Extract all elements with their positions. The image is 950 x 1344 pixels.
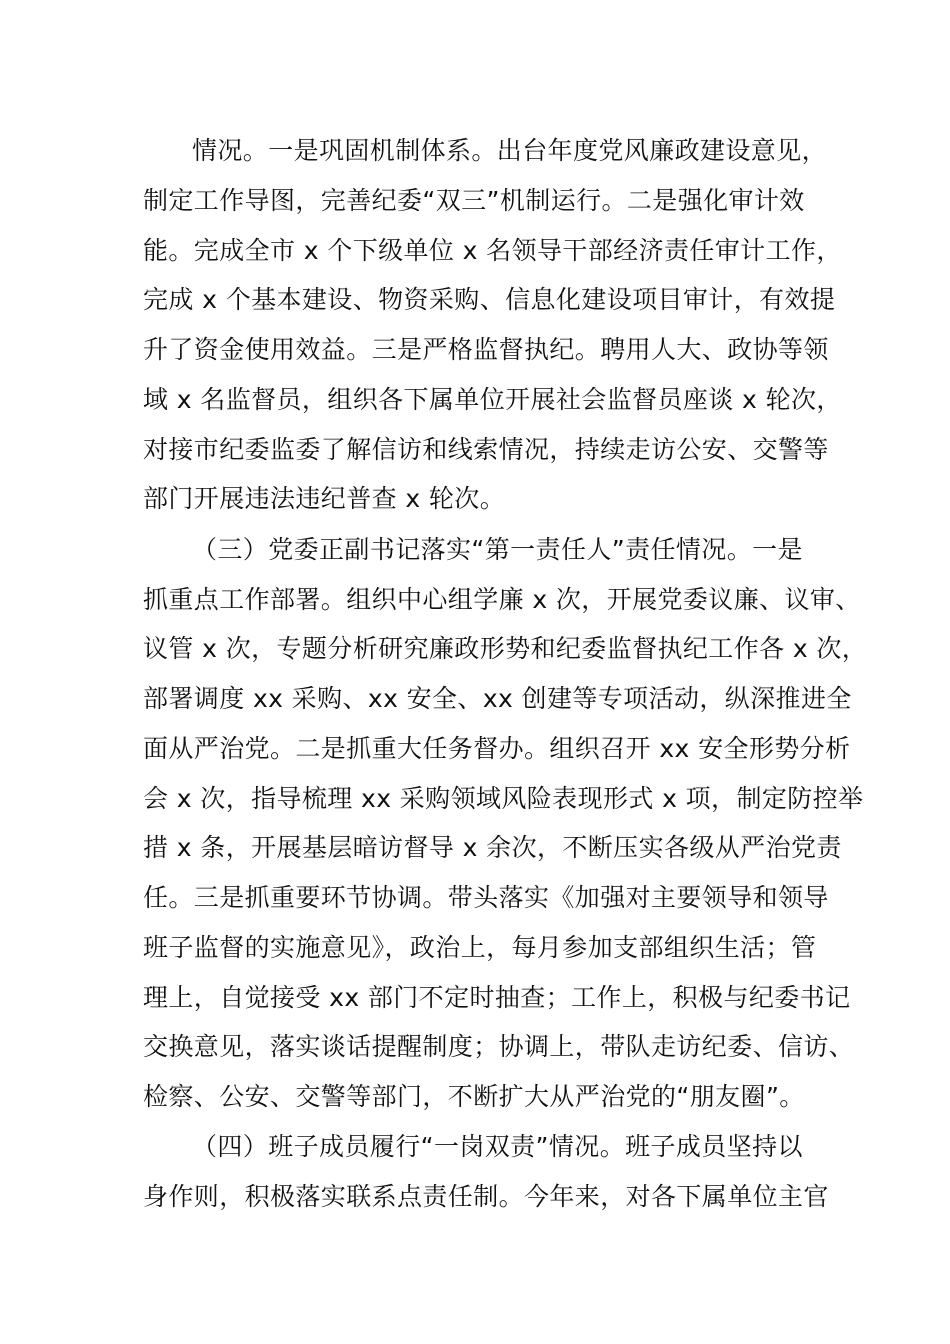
- text-line: 会 x 次，指导梳理 xx 采购领域风险表现形式 x 项，制定防控举: [143, 784, 864, 813]
- text-line: 升了资金使用效益。三是严格监督执纪。聘用人大、政协等领: [143, 335, 829, 364]
- text-line: 域 x 名监督员，组织各下属单位开展社会监督员座谈 x 轮次，: [143, 385, 842, 414]
- text-line: （三）党委正副书记落实“第一责任人”责任情况。一是: [192, 535, 803, 564]
- text-line: 部门开展违法违纪普查 x 轮次。: [143, 484, 506, 513]
- text-line: 情况。一是巩固机制体系。出台年度党风廉政建设意见，: [192, 136, 828, 165]
- text-line: 任。三是抓重要环节协调。带头落实《加强对主要领导和领导: [143, 883, 829, 912]
- text-line: 抓重点工作部署。组织中心组学廉 x 次，开展党委议廉、议审、: [143, 585, 861, 614]
- text-line: 面从严治党。二是抓重大任务督办。组织召开 xx 安全形势分析: [143, 734, 851, 763]
- text-line: 身作则，积极落实联系点责任制。今年来，对各下属单位主官: [143, 1182, 829, 1211]
- text-line: 完成 x 个基本建设、物资采购、信息化建设项目审计，有效提: [143, 285, 836, 314]
- text-line: 议管 x 次，专题分析研究廉政形势和纪委监督执纪工作各 x 次，: [143, 634, 868, 663]
- text-line: 班子监督的实施意见》，政治上，每月参加支部组织生活；管: [143, 933, 817, 962]
- text-line: 对接市纪委监委了解信访和线索情况，持续走访公安、交警等: [143, 435, 829, 464]
- text-line: （四）班子成员履行“一岗双责”情况。班子成员坚持以: [192, 1132, 803, 1161]
- text-line: 检察、公安、交警等部门，不断扩大从严治党的“朋友圈”。: [143, 1082, 805, 1111]
- text-line: 能。完成全市 x 个下级单位 x 名领导干部经济责任审计工作，: [143, 236, 842, 265]
- text-line: 交换意见，落实谈话提醒制度；协调上，带队走访纪委、信访、: [143, 1032, 855, 1061]
- text-line: 措 x 条，开展基层暗访督导 x 余次，不断压实各级从严治党责: [143, 833, 842, 862]
- text-line: 制定工作导图，完善纪委“双三”机制运行。二是强化审计效: [143, 186, 805, 215]
- text-line: 部署调度 xx 采购、xx 安全、xx 创建等专项活动，纵深推进全: [143, 684, 852, 713]
- text-line: 理上，自觉接受 xx 部门不定时抽查；工作上，积极与纪委书记: [143, 983, 851, 1012]
